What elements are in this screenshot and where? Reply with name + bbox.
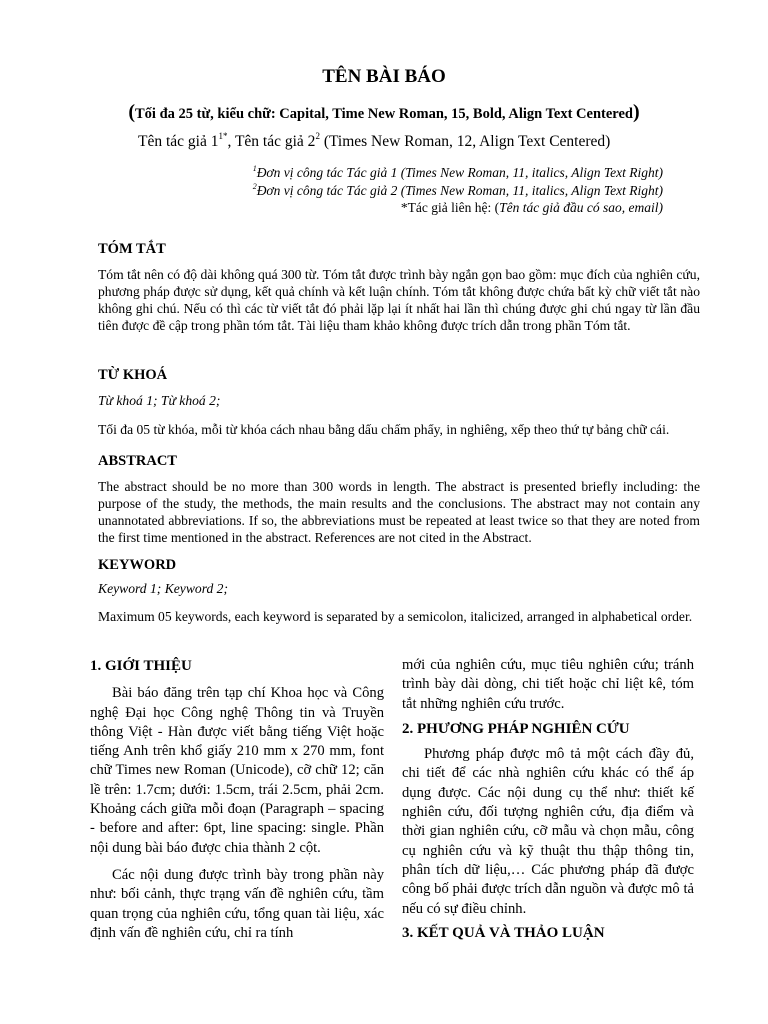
title-format-note [0, 101, 768, 124]
intro-paragraph-1: Bài báo đăng trên tạp chí Khoa học và Công nghệ Đại học Công nghệ Thông tin và Truyền thông Việt - Hàn được viết bằng tiếng Việt hoặc tiếng Anh trên khổ giấy 210 mm x 270 mm, font chữ Times new Roman (Unicode), cỡ chữ 12; căn lề trên: 1.7cm; dưới: 1.5cm, trái 2.5cm, phải 2cm. Khoảng cách giữa mỗi đoạn (Paragraph – spacing - before and after: 6pt, line spacing: single. Phần nội dung bài báo được chia thành 2 cột. [90, 685, 384, 856]
author-2: , Tên tác giả 2 [227, 133, 316, 150]
intro-continuation: mới của nghiên cứu, mục tiêu nghiên cứu; tránh trình bày dài dòng, chi tiết hoặc chỉ liệt kê, tóm tắt những nghiên cứu trước. [402, 657, 694, 712]
affiliation-1-sup: 1 [252, 164, 257, 173]
subtitle-close-paren: ) [632, 101, 640, 123]
heading-keyword: KEYWORD [98, 557, 177, 573]
heading-tom-tat: TÓM TẮT [98, 241, 166, 257]
affiliation-2 [253, 182, 663, 199]
author-line [138, 131, 738, 151]
keyword-note: Maximum 05 keywords, each keyword is separated by a semicolon, italicized, arranged in alphabetical order. [98, 609, 693, 624]
corresponding-prefix: *Tác giả liên hệ: ( [400, 200, 500, 215]
author-2-sup: 2 [315, 131, 320, 141]
corresponding-author [401, 200, 663, 216]
tu-khoa-list: Từ khoá 1; Từ khoá 2; [98, 393, 221, 408]
affiliation-1 [253, 164, 663, 181]
tu-khoa-note: Tối đa 05 từ khóa, mỗi từ khóa cách nhau bằng dấu chấm phẩy, in nghiêng, xếp theo thứ tự bảng chữ cái. [98, 422, 670, 437]
author-1: Tên tác giả 1 [138, 133, 219, 150]
methods-paragraph: Phương pháp được mô tả một cách đầy đủ, chi tiết để các nhà nghiên cứu khác có thể áp dụng được. Các nội dung cụ thể như: thiết kế nghiên cứu, đối tượng nghiên cứu, địa điểm và thời gian nghiên cứu, cỡ mẫu và chọn mẫu, công cụ nghiên cứu và kỹ thuật thu thập thông tin, phân tích dữ liệu,… Các phương pháp đã được công bố phải được trích dẫn nguồn và được mô tả nếu có sự điều chỉnh. [402, 746, 694, 917]
heading-tu-khoa: TỪ KHOÁ [98, 367, 168, 383]
intro-paragraph-2: Các nội dung được trình bày trong phần này như: bối cảnh, thực trạng vấn đề nghiên cứu, tầm quan trọng của nghiên cứu, tổng quan tài liệu, xác định vấn đề nghiên cứu, chỉ ra tính [90, 866, 384, 941]
heading-ket-qua: 3. KẾT QUẢ VÀ THẢO LUẬN [402, 924, 605, 941]
abstract-body: The abstract should be no more than 300 words in length. The abstract is presented briefly including: the purpose of the study, the methods, the main results and the conclusions. The abstract may not contain any unannotated abbreviations. If so, the abbreviations must be repeated at least twice so that they are noted from the first time mentioned in the abstract. References are not cited in the Abstract. [98, 479, 700, 545]
author-format-note: (Times New Roman, 12, Align Text Centered) [319, 133, 611, 150]
affiliation-1-text: Đơn vị công tác Tác giả 1 (Times New Roman, 11, italics, Align Text Right) [256, 165, 663, 180]
heading-abstract: ABSTRACT [98, 453, 177, 469]
right-column [402, 656, 694, 943]
tom-tat-body: Tóm tắt nên có độ dài không quá 300 từ. Tóm tắt được trình bày ngắn gọn bao gồm: mục đích của nghiên cứu, phương pháp được sử dụng, kết quả chính và kết luận chính. Tóm tắt không được chứa bất kỳ chữ viết tắt nào không ghi chú. Nếu có thì các từ viết tắt đó phải lặp lại ít nhất hai lần thì chúng được ghi chú ngay từ lần đầu tiên được đề cập trong phần tóm tắt. Tài liệu tham khảo không được trích dẫn trong phần Tóm tắt. [98, 267, 700, 333]
subtitle-open-paren: ( [128, 101, 136, 123]
keyword-list: Keyword 1; Keyword 2; [98, 581, 229, 596]
affiliation-2-sup: 2 [252, 182, 257, 191]
heading-phuong-phap: 2. PHƯƠNG PHÁP NGHIÊN CỨU [402, 720, 630, 737]
page-title: TÊN BÀI BÁO [322, 66, 446, 87]
left-column [90, 657, 384, 943]
corresponding-text: Tên tác giả đầu có sao, email) [499, 200, 663, 215]
affiliation-2-text: Đơn vị công tác Tác giả 2 (Times New Roman, 11, italics, Align Text Right) [256, 183, 663, 198]
subtitle-text: Tối đa 25 từ, kiểu chữ: Capital, Time New Roman, 15, Bold, Align Text Centered [135, 106, 633, 122]
author-1-sup: 1* [218, 131, 228, 141]
heading-gioi-thieu: 1. GIỚI THIỆU [90, 658, 192, 674]
